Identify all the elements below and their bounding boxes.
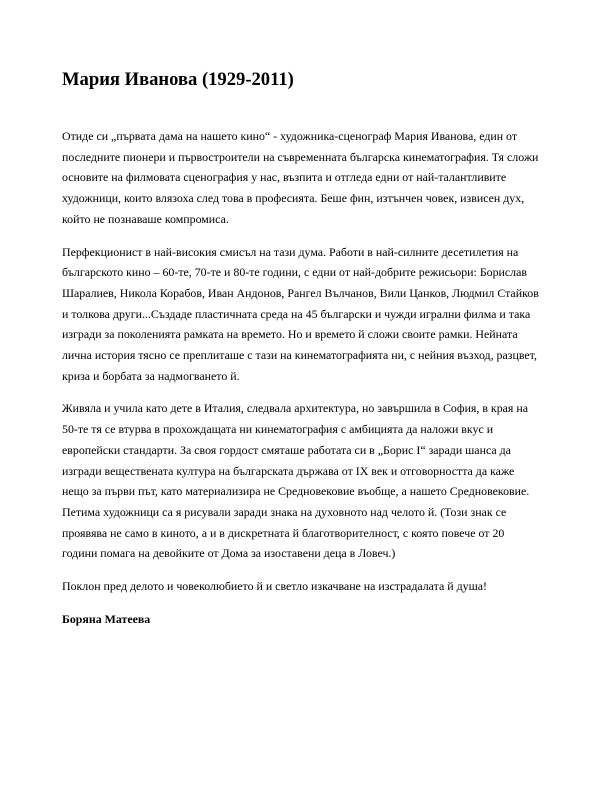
author-signature: Боряна Матеева: [62, 611, 151, 626]
document-body: [62, 126, 540, 629]
paragraph-2: Перфекционист в най-високия смисъл на тази дума. Работи в най-силните десетилетия на българското кино – 60-те, 70-те и 80-те години, с едни от най-добрите режисьори: Борислав Шаралиев, Никола Корабов, Иван Андонов, Рангел Вълчанов, Вили Цанков, Людмил Стайков и толкова други...Създаде пластичната среда на 45 български и чужди игрални филма и така изгради за поколенията рамката на времето. Но и времето й сложи своите рамки. Нейната лична история тясно се преплиташе с тази на кинематографията ни, с нейния възход, разцвет, криза и борбата за надмогването й.: [62, 244, 539, 383]
paragraph-1: Отиде си „първата дама на нашето кино“ - художника-сценограф Мария Иванова, един от последните пионери и първостроители на съвременната българска кинематография. Тя сложи основите на филмовата сценография у нас, възпита и отгледа едни от най-талантливите художници, които влязоха след това в професията. Беше фин, изтънчен човек, извисен дух, който не познаваше компромиса.: [62, 129, 539, 226]
paragraph-3: Живяла и учила като дете в Италия, следвала архитектура, но завършила в София, в края на 50-те тя се втурва в прохождащата ни кинематография с амбицията да наложи вкус и европейски стандарти. За своя гордост смяташе работата си в „Борис I“ заради шанса да изгради веществената култура на българската държава от IX век и отговорността да каже нещо за първи път, като материализира не Средновековие въобще, а нашето Средновековие. Петима художници са я рисували заради знака на духовното над челото й. (Този знак се проявява не само в киното, а и в дискретната й благотворителност, с която повече от 20 години помага на девойките от Дома за изоставени деца в Ловеч.): [62, 401, 530, 561]
paragraph-4: Поклон пред делото и човеколюбието й и светло изкачване на изстрадалата й душа!: [62, 579, 487, 594]
document-title: Мария Иванова (1929-2011): [62, 69, 294, 90]
